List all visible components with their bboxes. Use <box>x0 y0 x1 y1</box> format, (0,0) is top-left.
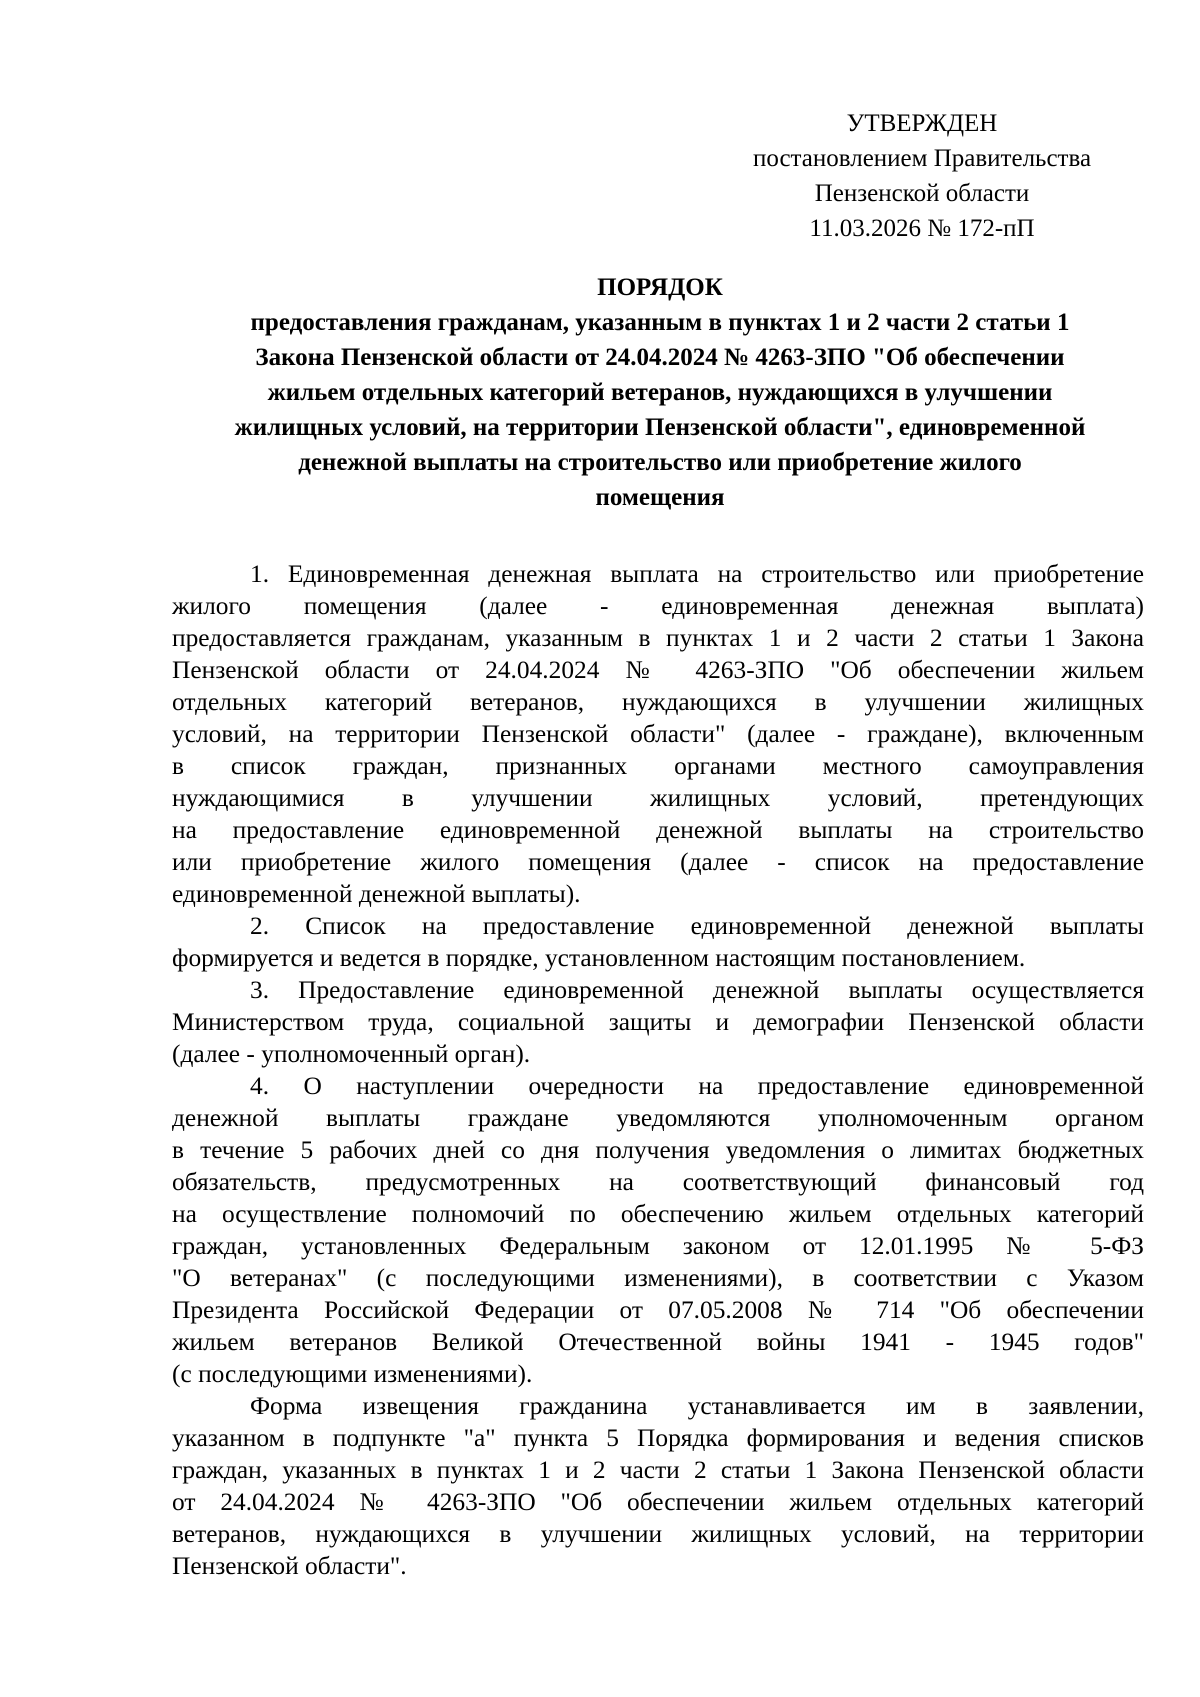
text-line: указанном в подпункте "а" пункта 5 Порядка формирования и ведения списков <box>172 1424 1144 1452</box>
text-line: на предоставление единовременной денежной выплаты на строительство <box>172 816 1144 844</box>
approval-line-4: 11.03.2026 № 172-пП <box>809 215 1035 242</box>
text-line: 4. О наступлении очередности на предоставление единовременной <box>250 1072 1144 1100</box>
text-line: единовременной денежной выплаты). <box>172 880 581 908</box>
paragraph-5 <box>172 1390 1144 1582</box>
approval-stamp <box>700 106 1144 246</box>
title-line: помещения <box>595 484 725 511</box>
text-line: условий, на территории Пензенской области" (далее - граждане), включенным <box>172 720 1144 748</box>
text-line: или приобретение жилого помещения (далее - список на предоставление <box>172 848 1144 876</box>
text-line: Министерством труда, социальной защиты и демографии Пензенской области <box>172 1008 1144 1036</box>
text-line: формируется и ведется в порядке, установленном настоящим постановлением. <box>172 944 1026 972</box>
text-line: денежной выплаты граждане уведомляются уполномоченным органом <box>172 1104 1144 1132</box>
approval-line-2: постановлением Правительства <box>752 145 1092 172</box>
title-main: ПОРЯДОК <box>597 274 723 301</box>
text-line: граждан, указанных в пунктах 1 и 2 части 2 статьи 1 Закона Пензенской области <box>172 1456 1144 1484</box>
paragraph-2 <box>172 910 1144 974</box>
document-title <box>120 270 1200 515</box>
text-line: 2. Список на предоставление единовременной денежной выплаты <box>250 912 1144 940</box>
text-line: предоставляется гражданам, указанным в пунктах 1 и 2 части 2 статьи 1 Закона <box>172 624 1144 652</box>
text-line: от 24.04.2024 № 4263-ЗПО "Об обеспечении жильем отдельных категорий <box>172 1488 1144 1516</box>
title-line: денежной выплаты на строительство или приобретение жилого <box>298 449 1022 476</box>
text-line: ветеранов, нуждающихся в улучшении жилищных условий, на территории <box>172 1520 1144 1548</box>
text-line: 1. Единовременная денежная выплата на строительство или приобретение <box>250 560 1144 588</box>
text-line: жильем ветеранов Великой Отечественной войны 1941 - 1945 годов" <box>172 1328 1144 1356</box>
paragraph-1 <box>172 558 1144 910</box>
text-line: Пензенской области от 24.04.2024 № 4263-ЗПО "Об обеспечении жильем <box>172 656 1144 684</box>
title-line: предоставления гражданам, указанным в пунктах 1 и 2 части 2 статьи 1 <box>250 309 1070 336</box>
text-line: в течение 5 рабочих дней со дня получения уведомления о лимитах бюджетных <box>172 1136 1144 1164</box>
title-line: Закона Пензенской области от 24.04.2024 № 4263-ЗПО "Об обеспечении <box>255 344 1065 371</box>
text-line: в список граждан, признанных органами местного самоуправления <box>172 752 1144 780</box>
paragraph-4 <box>172 1070 1144 1390</box>
text-line: обязательств, предусмотренных на соответствующий финансовый год <box>172 1168 1144 1196</box>
text-line: отдельных категорий ветеранов, нуждающихся в улучшении жилищных <box>172 688 1144 716</box>
text-line: Форма извещения гражданина устанавливается им в заявлении, <box>250 1392 1144 1420</box>
text-line: "О ветеранах" (с последующими изменениями), в соответствии с Указом <box>172 1264 1144 1292</box>
paragraph-3 <box>172 974 1144 1070</box>
text-line: (далее - уполномоченный орган). <box>172 1040 531 1068</box>
text-line: нуждающимися в улучшении жилищных условий, претендующих <box>172 784 1144 812</box>
title-line: жильем отдельных категорий ветеранов, нуждающихся в улучшении <box>267 379 1053 406</box>
approval-line-3: Пензенской области <box>814 180 1030 207</box>
text-line: на осуществление полномочий по обеспечению жильем отдельных категорий <box>172 1200 1144 1228</box>
text-line: Пензенской области". <box>172 1552 407 1580</box>
text-line: жилого помещения (далее - единовременная денежная выплата) <box>172 592 1144 620</box>
text-line: 3. Предоставление единовременной денежной выплаты осуществляется <box>250 976 1144 1004</box>
text-line: граждан, установленных Федеральным законом от 12.01.1995 № 5-ФЗ <box>172 1232 1144 1260</box>
text-line: (с последующими изменениями). <box>172 1360 533 1388</box>
title-line: жилищных условий, на территории Пензенской области", единовременной <box>234 414 1086 441</box>
approval-line-1: УТВЕРЖДЕН <box>846 110 998 137</box>
document-body <box>172 558 1144 1582</box>
text-line: Президента Российской Федерации от 07.05.2008 № 714 "Об обеспечении <box>172 1296 1144 1324</box>
